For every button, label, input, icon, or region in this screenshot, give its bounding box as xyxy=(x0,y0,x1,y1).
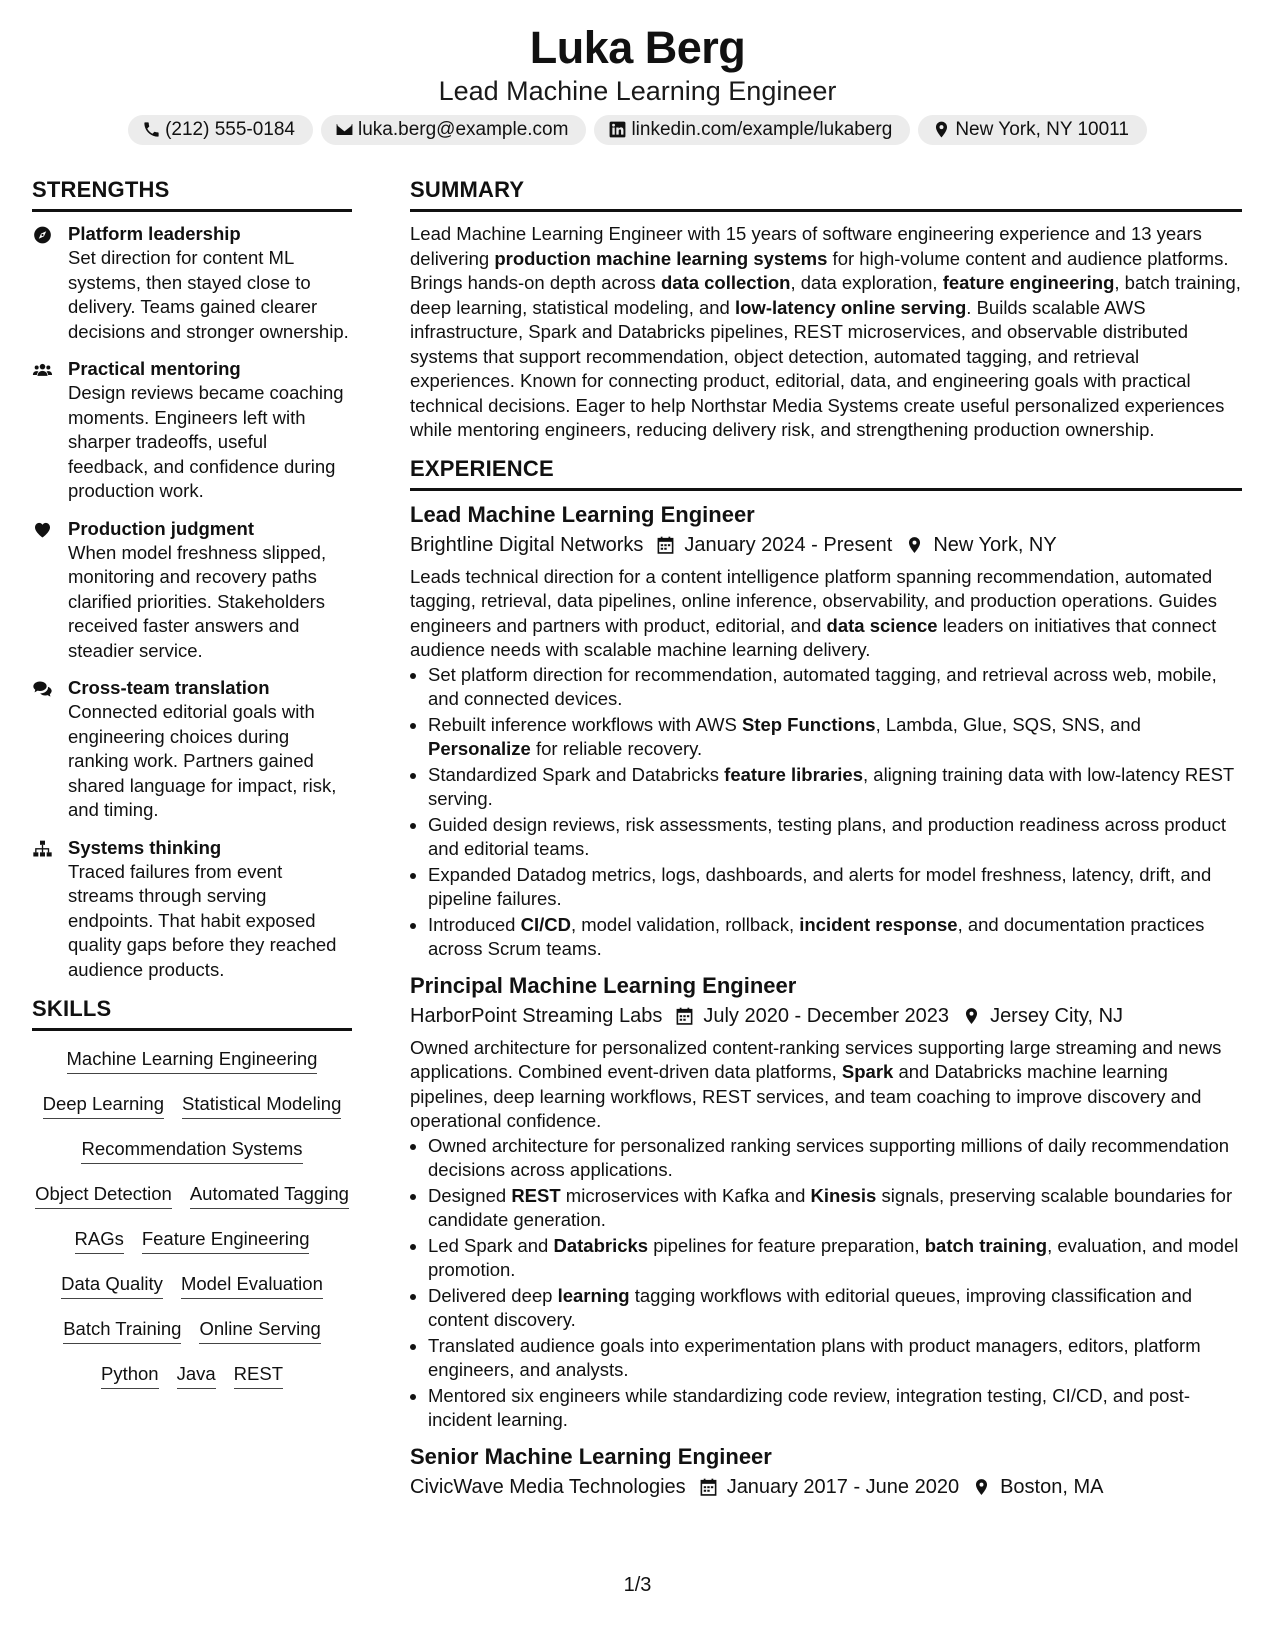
list-item xyxy=(428,1334,1242,1383)
job-bullets xyxy=(410,1134,1242,1433)
map-pin-icon xyxy=(962,1006,981,1026)
summary-text xyxy=(410,222,1242,443)
bold-text: low-latency online serving xyxy=(734,296,967,318)
list-item xyxy=(428,763,1242,812)
text-run: for reliable recovery. xyxy=(530,738,703,759)
bold-text: batch training xyxy=(924,1234,1048,1256)
bold-text: data collection xyxy=(660,272,791,293)
job-description xyxy=(410,1036,1242,1134)
bold-text: Personalize xyxy=(428,738,531,759)
text-run: and Databricks machine learning pipelines, deep learning workflows, REST services, and team coaching to improve discovery and operational confidence. xyxy=(410,1061,1202,1131)
contact-phone-text: (212) 555-0184 xyxy=(165,119,295,140)
job-entry xyxy=(410,1443,1242,1501)
strength-desc: Traced failures from event streams through serving endpoints. That habit exposed quality gaps before they reached audience products. xyxy=(68,860,337,980)
map-pin-icon xyxy=(972,1477,991,1497)
contact-location xyxy=(918,115,1147,145)
job-description xyxy=(410,565,1242,663)
bold-text: REST xyxy=(511,1184,561,1206)
strengths-heading: STRENGTHS xyxy=(32,176,352,212)
linkedin-icon xyxy=(608,120,627,139)
strength-desc: Set direction for content ML systems, then stayed close to delivery. Teams gained clearer decisions and stronger ownership. xyxy=(68,247,349,342)
contact-location-text: New York, NY 10011 xyxy=(955,119,1129,140)
strength-desc: Connected editorial goals with engineering choices during ranking work. Partners gained shared language for impact, risk, and timing. xyxy=(68,701,337,820)
bold-text: Step Functions xyxy=(741,713,876,735)
text-run: for high-volume content and audience platforms. Brings hands-on depth across xyxy=(410,247,1229,293)
bold-text: learning xyxy=(557,1284,630,1306)
sitemap-icon xyxy=(32,839,53,859)
bold-text: feature engineering xyxy=(942,272,1115,293)
job-meta xyxy=(410,1473,1242,1501)
contact-email-text: luka.berg@example.com xyxy=(358,119,569,140)
strength-title: Practical mentoring xyxy=(68,358,241,379)
job-location: Jersey City, NJ xyxy=(990,1004,1124,1027)
bold-text: CI/CD xyxy=(520,913,571,935)
calendar-icon xyxy=(699,1477,718,1497)
contact-bar xyxy=(0,115,1275,145)
bold-text: feature libraries xyxy=(724,763,863,785)
candidate-title: Lead Machine Learning Engineer xyxy=(438,76,837,106)
list-item xyxy=(428,863,1242,912)
text-run: Delivered deep xyxy=(428,1284,558,1306)
text-run: Standardized Spark and Databricks xyxy=(428,763,725,785)
list-item xyxy=(428,713,1242,762)
compass-icon xyxy=(32,225,53,245)
text-run: Translated audience goals into experimentation plans with product managers, editors, platform engineers, and analysts. xyxy=(428,1334,1201,1380)
job-company: Brightline Digital Networks xyxy=(410,533,644,556)
skill-tag: Statistical Modeling xyxy=(182,1092,341,1119)
skill-tag: REST xyxy=(234,1362,283,1389)
job-meta xyxy=(410,1002,1242,1030)
bold-text: incident response xyxy=(799,913,958,935)
bold-text: data science xyxy=(826,614,938,636)
strength-item xyxy=(32,222,352,344)
strength-title: Cross-team translation xyxy=(68,677,270,698)
job-title: Lead Machine Learning Engineer xyxy=(410,501,755,527)
job-dates: January 2017 - June 2020 xyxy=(726,1475,960,1498)
text-run: , data exploration, xyxy=(790,272,943,293)
text-run: pipelines for feature preparation, xyxy=(648,1234,925,1256)
envelope-icon xyxy=(335,120,354,139)
resume-header xyxy=(0,0,1275,145)
list-item xyxy=(428,663,1242,712)
job-location: New York, NY xyxy=(933,533,1057,556)
text-run: Introduced xyxy=(428,913,521,935)
bold-text: production machine learning systems xyxy=(494,247,828,269)
users-icon xyxy=(32,360,53,380)
text-run: , Lambda, Glue, SQS, SNS, and xyxy=(875,713,1141,735)
skill-tag: Python xyxy=(101,1362,159,1389)
contact-phone[interactable] xyxy=(128,115,313,145)
skill-tag: RAGs xyxy=(75,1227,124,1254)
strength-item xyxy=(32,836,352,983)
candidate-name: Luka Berg xyxy=(529,22,746,73)
text-run: , batch training, deep learning, statistical modeling, and xyxy=(410,272,1241,318)
list-item xyxy=(428,1384,1242,1433)
contact-linkedin[interactable] xyxy=(594,115,910,145)
heart-icon xyxy=(32,520,53,540)
experience-list xyxy=(410,501,1242,1501)
text-run: Owned architecture for personalized content-ranking services supporting large streaming and news applications. Combined event-driven data platforms, xyxy=(410,1036,1222,1082)
skill-tag: Model Evaluation xyxy=(181,1272,323,1299)
job-entry xyxy=(410,972,1242,1433)
skill-tag: Recommendation Systems xyxy=(81,1137,302,1164)
experience-heading: EXPERIENCE xyxy=(410,455,1242,491)
skill-tag: Java xyxy=(177,1362,216,1389)
job-dates: July 2020 - December 2023 xyxy=(703,1004,950,1027)
job-entry xyxy=(410,501,1242,962)
phone-icon xyxy=(142,120,161,139)
job-title: Senior Machine Learning Engineer xyxy=(410,1443,772,1469)
text-run: leaders on initiatives that connect audience needs with scalable machine learning delivery. xyxy=(410,614,1217,660)
strength-item xyxy=(32,357,352,504)
text-run: Guided design reviews, risk assessments, testing plans, and production readiness across product and editorial teams. xyxy=(428,813,1226,859)
text-run: Mentored six engineers while standardizing code review, integration testing, CI/CD, and post-incident learning. xyxy=(428,1384,1190,1430)
strength-title: Systems thinking xyxy=(68,836,222,858)
job-meta xyxy=(410,531,1242,559)
bold-text: Databricks xyxy=(553,1234,649,1256)
text-run: microservices with Kafka and xyxy=(560,1184,811,1206)
skill-tag: Automated Tagging xyxy=(190,1182,349,1209)
text-run: Led Spark and xyxy=(428,1234,554,1256)
text-run: , model validation, rollback, xyxy=(570,913,800,935)
comments-icon xyxy=(32,679,53,699)
skill-tag: Deep Learning xyxy=(43,1092,164,1119)
skill-tag: Object Detection xyxy=(35,1182,172,1209)
strength-desc: Design reviews became coaching moments. Engineers left with sharper tradeoffs, useful feedback, and confidence during production work. xyxy=(68,382,344,501)
contact-email[interactable] xyxy=(321,115,586,145)
list-item xyxy=(428,913,1242,962)
text-run: Designed xyxy=(428,1184,512,1206)
strength-item xyxy=(32,676,352,823)
text-run: , aligning training data with low-latency REST serving. xyxy=(428,763,1234,809)
map-pin-icon xyxy=(932,120,951,139)
right-column xyxy=(410,176,1242,1507)
left-column xyxy=(32,176,352,1407)
calendar-icon xyxy=(656,535,675,555)
text-run: Owned architecture for personalized ranking services supporting millions of daily recommendation decisions across applications. xyxy=(428,1134,1230,1180)
text-run: , evaluation, and model promotion. xyxy=(428,1234,1239,1280)
text-run: signals, preserving scalable boundaries for candidate generation. xyxy=(428,1184,1233,1230)
skills-list xyxy=(32,1041,352,1407)
job-bullets xyxy=(410,663,1242,962)
page-number: 1/3 xyxy=(623,1574,652,1596)
job-company: CivicWave Media Technologies xyxy=(410,1475,686,1498)
list-item xyxy=(428,1184,1242,1233)
calendar-icon xyxy=(675,1006,694,1026)
text-run: Rebuilt inference workflows with AWS xyxy=(428,713,742,735)
skill-tag: Machine Learning Engineering xyxy=(67,1047,318,1074)
skill-tag: Online Serving xyxy=(199,1317,320,1344)
job-title: Principal Machine Learning Engineer xyxy=(410,972,797,998)
text-run: Lead Machine Learning Engineer with 15 years of software engineering experience and 13 years delivering xyxy=(410,223,1202,269)
list-item xyxy=(428,813,1242,862)
job-location: Boston, MA xyxy=(1000,1475,1104,1498)
list-item xyxy=(428,1234,1242,1283)
skill-tag: Batch Training xyxy=(63,1317,181,1344)
summary-heading: SUMMARY xyxy=(410,176,1242,212)
strength-title: Platform leadership xyxy=(68,223,241,244)
skill-tag: Data Quality xyxy=(61,1272,163,1299)
skills-heading: SKILLS xyxy=(32,995,352,1031)
map-pin-icon xyxy=(905,535,924,555)
contact-linkedin-text: linkedin.com/example/lukaberg xyxy=(631,119,893,140)
strength-title: Production judgment xyxy=(68,517,255,539)
text-run: tagging workflows with editorial queues, improving classification and content discovery. xyxy=(428,1284,1193,1330)
text-run: Expanded Datadog metrics, logs, dashboards, and alerts for model freshness, latency, drift, and pipeline failures. xyxy=(428,863,1212,909)
bold-text: Spark xyxy=(841,1061,894,1082)
job-dates: January 2024 - Present xyxy=(684,533,893,556)
skill-tag: Feature Engineering xyxy=(142,1227,310,1254)
bold-text: Kinesis xyxy=(810,1184,877,1206)
text-run: Leads technical direction for a content intelligence platform spanning recommendation, automated tagging, retrieval, data pipelines, online inference, observability, and production operations. Guides engineers and partners with product, editorial, and xyxy=(410,565,1217,636)
text-run: Set platform direction for recommendation, automated tagging, and retrieval across web, mobile, and connected devices. xyxy=(428,663,1217,709)
text-run: , and documentation practices across Scrum teams. xyxy=(428,913,1205,959)
strength-item xyxy=(32,517,352,664)
strength-desc: When model freshness slipped, monitoring and recovery paths clarified priorities. Stakeholders received faster answers and steadier service. xyxy=(68,541,327,661)
list-item xyxy=(428,1134,1242,1183)
job-company: HarborPoint Streaming Labs xyxy=(410,1004,663,1027)
list-item xyxy=(428,1284,1242,1333)
text-run: . Builds scalable AWS infrastructure, Spark and Databricks pipelines, REST microservices, and observable distributed systems that support recommendation, object detection, automated tagging, and retrieval experiences. Known for connecting product, editorial, data, and engineering goals with practical technical decisions. Eager to help Northstar Media Systems create useful personalized experiences while mentoring engineers, reducing delivery risk, and strengthening production ownership. xyxy=(410,296,1225,440)
